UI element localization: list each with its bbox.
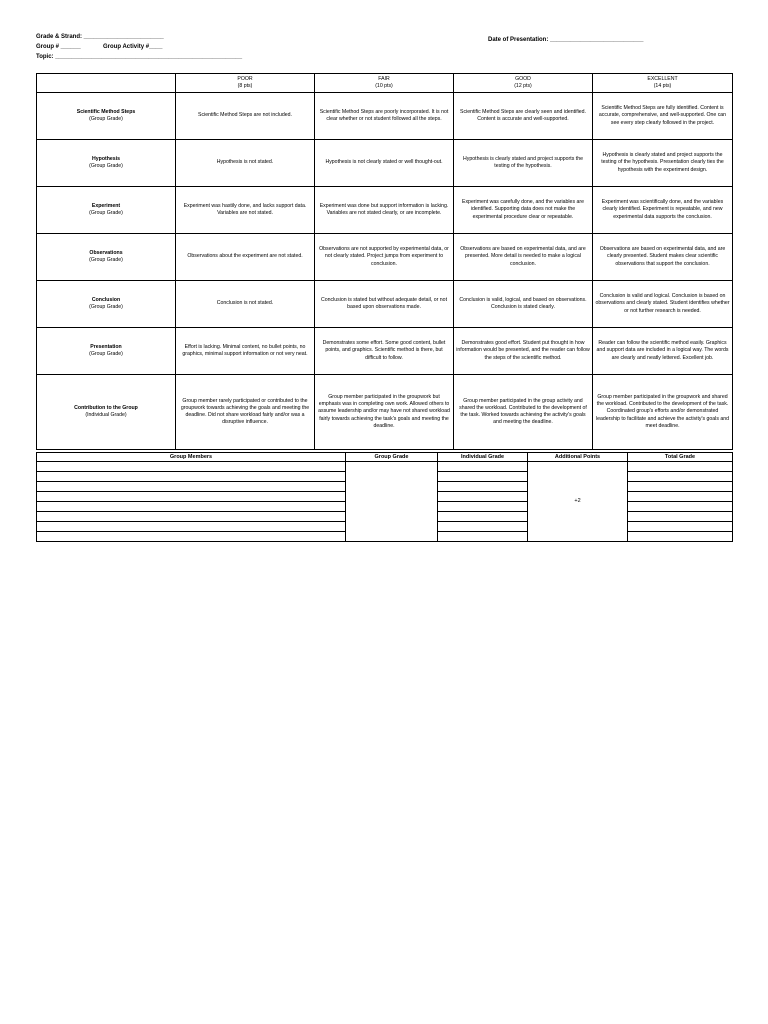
- group-member-cell[interactable]: [37, 472, 346, 482]
- topic-field: Topic: ________________________________________________________: [36, 54, 243, 60]
- total-grade-cell[interactable]: [628, 522, 733, 532]
- rubric-cell-fair: Conclusion is stated but without adequate detail, or not based upon observations made.: [315, 281, 454, 328]
- rubric-cell-fair: Demonstrates some effort. Some good content, bullet points, and graphics. Scientific method is there, but difficult to follow.: [315, 328, 454, 375]
- rubric-cell-fair: Scientific Method Steps are poorly incorporated. It is not clear whether or not student followed all the steps.: [315, 93, 454, 140]
- criterion-conclusion: Conclusion (Group Grade): [37, 281, 176, 328]
- rubric-cell-poor: Experiment was hastily done, and lacks support data. Variables are not stated.: [176, 187, 315, 234]
- group-members-header: Group Members: [37, 453, 346, 462]
- rubric-cell-poor: Conclusion is not stated.: [176, 281, 315, 328]
- individual-grade-cell[interactable]: [438, 532, 528, 542]
- individual-grade-cell[interactable]: [438, 522, 528, 532]
- grade-strand-field: Grade & Strand: ________________________: [36, 34, 164, 40]
- rubric-cell-poor: Hypothesis is not stated.: [176, 140, 315, 187]
- column-header-poor: POOR (8 pts): [176, 74, 315, 93]
- criterion-presentation: Presentation (Group Grade): [37, 328, 176, 375]
- rubric-cell-fair: Experiment was done but support information is lacking. Variables are not stated clearly, or are incomplete.: [315, 187, 454, 234]
- rubric-cell-good: Experiment was carefully done, and the variables are identified. Supporting data does not make the experimental procedure clear or repeatable.: [454, 187, 593, 234]
- rubric-cell-fair: Observations are not supported by experimental data, or not clearly stated. Project jumps from experiment to conclusion.: [315, 234, 454, 281]
- rubric-cell-good: Group member participated in the group activity and shared the workload. Contributed to the development of the task. Worked towards achieving the activity's goals and meeting the deadline.: [454, 375, 593, 450]
- grades-table: [36, 452, 733, 542]
- group-number-field: Group # ______: [36, 44, 81, 50]
- criterion-contribution-to-the-group: Contribution to the Group (Individual Grade): [37, 375, 176, 450]
- rubric-cell-poor: Effort is lacking. Minimal content, no bullet points, no graphics, minimal support information or not very neat.: [176, 328, 315, 375]
- rubric-cell-poor: Scientific Method Steps are not included.: [176, 93, 315, 140]
- group-member-cell[interactable]: [37, 522, 346, 532]
- total-grade-cell[interactable]: [628, 532, 733, 542]
- criterion-hypothesis: Hypothesis (Group Grade): [37, 140, 176, 187]
- criterion-scientific-method-steps: Scientific Method Steps (Group Grade): [37, 93, 176, 140]
- total-grade-cell[interactable]: [628, 492, 733, 502]
- individual-grade-header: Individual Grade: [438, 453, 528, 462]
- group-activity-field: Group Activity #____: [103, 44, 163, 50]
- total-grade-cell[interactable]: [628, 502, 733, 512]
- rubric-cell-good: Demonstrates good effort. Student put thought in how information would be presented, and the reader can follow the steps of the scientific method.: [454, 328, 593, 375]
- rubric-cell-excellent: Reader can follow the scientific method easily. Graphics and support data are included in a logical way. The words are clearly and neatly lettered. Excellent job.: [593, 328, 733, 375]
- column-header-excellent: EXCELLENT (14 pts): [593, 74, 733, 93]
- total-grade-cell[interactable]: [628, 482, 733, 492]
- rubric-cell-good: Hypothesis is clearly stated and project supports the testing of the hypothesis.: [454, 140, 593, 187]
- rubric-cell-fair: Group member participated in the groupwork but emphasis was in completing own work. Allowed others to assume leadership and/or may have not shared workload fairly towards achieving the task's goals and meeting the deadline.: [315, 375, 454, 450]
- individual-grade-cell[interactable]: [438, 482, 528, 492]
- group-member-cell[interactable]: [37, 492, 346, 502]
- rubric-cell-poor: Observations about the experiment are not stated.: [176, 234, 315, 281]
- rubric-cell-good: Observations are based on experimental data, and are presented. More detail is needed to make a logical conclusion.: [454, 234, 593, 281]
- group-grade-header: Group Grade: [346, 453, 438, 462]
- group-member-cell[interactable]: [37, 482, 346, 492]
- date-of-presentation-field: Date of Presentation: ____________________________: [488, 37, 644, 43]
- rubric-cell-good: Conclusion is valid, logical, and based on observations. Conclusion is stated clearly.: [454, 281, 593, 328]
- rubric-table: [36, 73, 733, 450]
- group-grade-cell[interactable]: [346, 462, 438, 542]
- individual-grade-cell[interactable]: [438, 502, 528, 512]
- group-member-cell[interactable]: [37, 502, 346, 512]
- additional-points-value: +2: [528, 462, 628, 542]
- criterion-experiment: Experiment (Group Grade): [37, 187, 176, 234]
- total-grade-cell[interactable]: [628, 472, 733, 482]
- individual-grade-cell[interactable]: [438, 512, 528, 522]
- rubric-cell-fair: Hypothesis is not clearly stated or well thought-out.: [315, 140, 454, 187]
- rubric-cell-good: Scientific Method Steps are clearly seen and identified. Content is accurate and well-supported.: [454, 93, 593, 140]
- rubric-cell-excellent: Group member participated in the groupwork and shared the workload. Contributed to the development of the task. Coordinated group's efforts and/or demonstrated leadership to facilitate and achieve the activity's goals and meet deadline.: [593, 375, 733, 450]
- rubric-cell-excellent: Scientific Method Steps are fully identified. Content is accurate, comprehensive, and well-supported. One can see every step clearly followed in the project.: [593, 93, 733, 140]
- individual-grade-cell[interactable]: [438, 492, 528, 502]
- group-member-cell[interactable]: [37, 532, 346, 542]
- individual-grade-cell[interactable]: [438, 462, 528, 472]
- total-grade-cell[interactable]: [628, 462, 733, 472]
- rubric-cell-excellent: Observations are based on experimental data, and are clearly presented. Student makes clear scientific observations that support the conclusion.: [593, 234, 733, 281]
- rubric-cell-excellent: Experiment was scientifically done, and the variables clearly identified. Experiment is repeatable, and new experimental data supports the conclusion.: [593, 187, 733, 234]
- rubric-cell-excellent: Conclusion is valid and logical. Conclusion is based on observations and clearly stated. Student identifies whether or not further research is needed.: [593, 281, 733, 328]
- additional-points-header: Additional Points: [528, 453, 628, 462]
- total-grade-cell[interactable]: [628, 512, 733, 522]
- group-member-cell[interactable]: [37, 512, 346, 522]
- rubric-corner-cell: [37, 74, 176, 93]
- criterion-observations: Observations (Group Grade): [37, 234, 176, 281]
- total-grade-header: Total Grade: [628, 453, 733, 462]
- individual-grade-cell[interactable]: [438, 472, 528, 482]
- column-header-good: GOOD (12 pts): [454, 74, 593, 93]
- column-header-fair: FAIR (10 pts): [315, 74, 454, 93]
- rubric-cell-excellent: Hypothesis is clearly stated and project supports the testing of the hypothesis. Presentation clearly ties the hypothesis with the experiment design.: [593, 140, 733, 187]
- rubric-cell-poor: Group member rarely participated or contributed to the groupwork towards achieving the goals and meeting the deadline. Did not share workload fairly and/or was a disruptive influence.: [176, 375, 315, 450]
- group-member-cell[interactable]: [37, 462, 346, 472]
